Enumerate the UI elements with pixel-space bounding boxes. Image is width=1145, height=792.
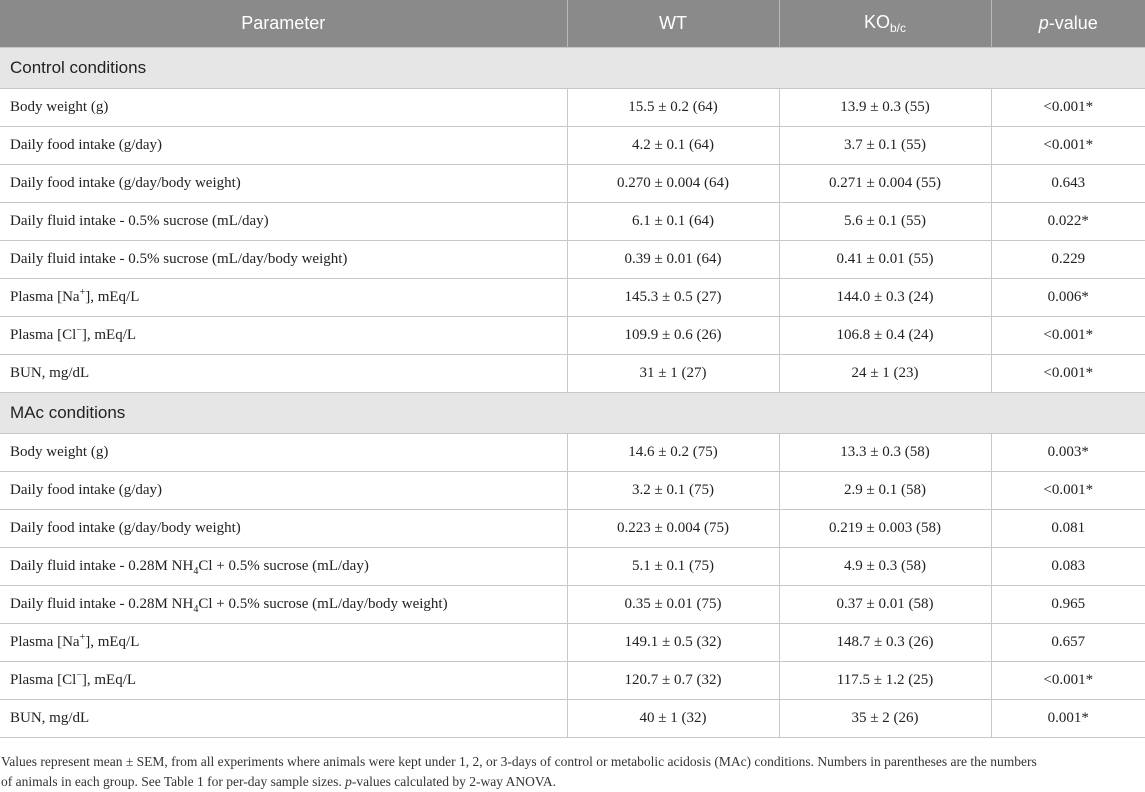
cell-ko: 4.9 ± 0.3 (58) xyxy=(779,548,991,586)
cell-wt: 0.39 ± 0.01 (64) xyxy=(567,241,779,279)
header-p-value xyxy=(991,0,1145,48)
cell-wt: 0.35 ± 0.01 (75) xyxy=(567,586,779,624)
cell-ko: 144.0 ± 0.3 (24) xyxy=(779,279,991,317)
cell-wt: 120.7 ± 0.7 (32) xyxy=(567,662,779,700)
cell-wt: 15.5 ± 0.2 (64) xyxy=(567,89,779,127)
cell-parameter xyxy=(0,165,567,203)
cell-p-value: <0.001* xyxy=(991,662,1145,700)
parameter-text: Daily fluid intake - 0.5% sucrose (mL/day) xyxy=(10,213,269,229)
cell-p-value: 0.657 xyxy=(991,624,1145,662)
footnote-p-italic: p xyxy=(345,774,352,789)
cell-parameter xyxy=(0,317,567,355)
cell-parameter xyxy=(0,279,567,317)
header-wt: WT xyxy=(567,0,779,48)
table-row xyxy=(0,662,1145,700)
table-row xyxy=(0,548,1145,586)
cell-wt: 5.1 ± 0.1 (75) xyxy=(567,548,779,586)
cell-p-value: 0.001* xyxy=(991,700,1145,738)
cell-parameter xyxy=(0,700,567,738)
cell-ko: 13.9 ± 0.3 (55) xyxy=(779,89,991,127)
cell-p-value: 0.229 xyxy=(991,241,1145,279)
cell-ko: 117.5 ± 1.2 (25) xyxy=(779,662,991,700)
cell-parameter xyxy=(0,127,567,165)
cell-wt: 14.6 ± 0.2 (75) xyxy=(567,434,779,472)
cell-wt: 3.2 ± 0.1 (75) xyxy=(567,472,779,510)
header-ko-subscript: b/c xyxy=(890,21,907,35)
cell-parameter xyxy=(0,624,567,662)
ion-charge-superscript: − xyxy=(76,670,82,681)
parameter-text: Daily fluid intake - 0.5% sucrose (mL/day/body weight) xyxy=(10,251,348,267)
table-body xyxy=(0,48,1145,738)
ion-charge-superscript: + xyxy=(79,287,86,298)
parameter-text: Plasma [Cl xyxy=(10,327,77,343)
section-row xyxy=(0,48,1145,89)
cell-wt: 0.223 ± 0.004 (75) xyxy=(567,510,779,548)
cell-parameter xyxy=(0,510,567,548)
footnote-line-2b: -values calculated by 2-way ANOVA. xyxy=(351,774,556,789)
cell-ko: 0.41 ± 0.01 (55) xyxy=(779,241,991,279)
parameter-text: ], mEq/L xyxy=(81,327,137,343)
cell-p-value: <0.001* xyxy=(991,89,1145,127)
table-row xyxy=(0,586,1145,624)
parameter-text: Plasma [Na xyxy=(10,289,80,305)
cell-wt: 31 ± 1 (27) xyxy=(567,355,779,393)
parameter-text: Plasma [Cl xyxy=(10,672,77,688)
cell-wt: 0.270 ± 0.004 (64) xyxy=(567,165,779,203)
parameter-text: Daily fluid intake - 0.28M NH xyxy=(10,558,194,574)
cell-p-value: <0.001* xyxy=(991,317,1145,355)
ion-charge-superscript: + xyxy=(79,632,86,643)
cell-wt: 40 ± 1 (32) xyxy=(567,700,779,738)
parameter-text: Daily food intake (g/day/body weight) xyxy=(10,520,241,536)
cell-ko: 3.7 ± 0.1 (55) xyxy=(779,127,991,165)
cell-ko: 13.3 ± 0.3 (58) xyxy=(779,434,991,472)
parameter-text: ], mEq/L xyxy=(85,289,140,305)
table-row xyxy=(0,434,1145,472)
header-row xyxy=(0,0,1145,48)
cell-p-value: <0.001* xyxy=(991,472,1145,510)
parameter-text: Daily food intake (g/day) xyxy=(10,482,163,498)
parameter-text: BUN, mg/dL xyxy=(10,710,90,726)
cell-parameter xyxy=(0,434,567,472)
table-row xyxy=(0,355,1145,393)
cell-ko: 106.8 ± 0.4 (24) xyxy=(779,317,991,355)
header-ko-main: KO xyxy=(863,12,890,32)
cell-p-value: 0.006* xyxy=(991,279,1145,317)
table-footnote xyxy=(0,752,1136,792)
table-row xyxy=(0,317,1145,355)
cell-p-value: 0.003* xyxy=(991,434,1145,472)
section-row xyxy=(0,393,1145,434)
cell-ko: 0.271 ± 0.004 (55) xyxy=(779,165,991,203)
formula-subscript: 4 xyxy=(193,604,199,615)
cell-wt: 145.3 ± 0.5 (27) xyxy=(567,279,779,317)
cell-wt: 149.1 ± 0.5 (32) xyxy=(567,624,779,662)
header-parameter: Parameter xyxy=(0,0,567,48)
table-row xyxy=(0,203,1145,241)
cell-wt: 6.1 ± 0.1 (64) xyxy=(567,203,779,241)
parameter-text: Daily fluid intake - 0.28M NH xyxy=(10,596,194,612)
header-ko xyxy=(779,0,991,48)
cell-p-value: 0.083 xyxy=(991,548,1145,586)
header-p-italic: p xyxy=(1038,13,1049,33)
parameter-text: BUN, mg/dL xyxy=(10,365,90,381)
cell-wt: 4.2 ± 0.1 (64) xyxy=(567,127,779,165)
formula-subscript: 4 xyxy=(193,566,199,577)
table-row xyxy=(0,165,1145,203)
cell-parameter xyxy=(0,472,567,510)
table-row xyxy=(0,241,1145,279)
table-row xyxy=(0,510,1145,548)
section-title: MAc conditions xyxy=(0,393,1145,434)
parameter-text: Body weight (g) xyxy=(10,99,109,115)
cell-parameter xyxy=(0,241,567,279)
cell-parameter xyxy=(0,586,567,624)
table-row xyxy=(0,279,1145,317)
parameter-text: ], mEq/L xyxy=(85,634,140,650)
table-row xyxy=(0,127,1145,165)
cell-ko: 24 ± 1 (23) xyxy=(779,355,991,393)
ion-charge-superscript: − xyxy=(76,325,82,336)
cell-p-value: 0.965 xyxy=(991,586,1145,624)
cell-parameter xyxy=(0,355,567,393)
parameter-text: Plasma [Na xyxy=(10,634,80,650)
footnote-line-1: Values represent mean ± SEM, from all experiments where animals were kept under 1, 2, or 3-days of control or metabolic acidosis (MAc) conditions. Numbers in parentheses are the numbers xyxy=(1,754,1037,769)
table-row xyxy=(0,624,1145,662)
header-p-rest: -value xyxy=(1048,13,1098,33)
cell-parameter xyxy=(0,203,567,241)
cell-parameter xyxy=(0,89,567,127)
cell-ko: 0.219 ± 0.003 (58) xyxy=(779,510,991,548)
parameter-text: Body weight (g) xyxy=(10,444,109,460)
parameter-text: ], mEq/L xyxy=(81,672,137,688)
table-row xyxy=(0,472,1145,510)
parameter-text: Daily food intake (g/day) xyxy=(10,137,163,153)
parameter-text: Daily food intake (g/day/body weight) xyxy=(10,175,241,191)
cell-ko: 5.6 ± 0.1 (55) xyxy=(779,203,991,241)
parameter-text: Cl + 0.5% sucrose (mL/day/body weight) xyxy=(198,596,448,612)
cell-ko: 2.9 ± 0.1 (58) xyxy=(779,472,991,510)
table-row xyxy=(0,89,1145,127)
cell-ko: 35 ± 2 (26) xyxy=(779,700,991,738)
table-header xyxy=(0,0,1145,48)
section-title: Control conditions xyxy=(0,48,1145,89)
cell-wt: 109.9 ± 0.6 (26) xyxy=(567,317,779,355)
parameter-text: Cl + 0.5% sucrose (mL/day) xyxy=(198,558,369,574)
cell-ko: 0.37 ± 0.01 (58) xyxy=(779,586,991,624)
table-row xyxy=(0,700,1145,738)
cell-parameter xyxy=(0,548,567,586)
cell-p-value: <0.001* xyxy=(991,355,1145,393)
cell-p-value: 0.081 xyxy=(991,510,1145,548)
cell-p-value: 0.022* xyxy=(991,203,1145,241)
cell-ko: 148.7 ± 0.3 (26) xyxy=(779,624,991,662)
cell-p-value: 0.643 xyxy=(991,165,1145,203)
footnote-line-2a: of animals in each group. See Table 1 for per-day sample sizes. xyxy=(1,774,346,789)
cell-parameter xyxy=(0,662,567,700)
cell-p-value: <0.001* xyxy=(991,127,1145,165)
